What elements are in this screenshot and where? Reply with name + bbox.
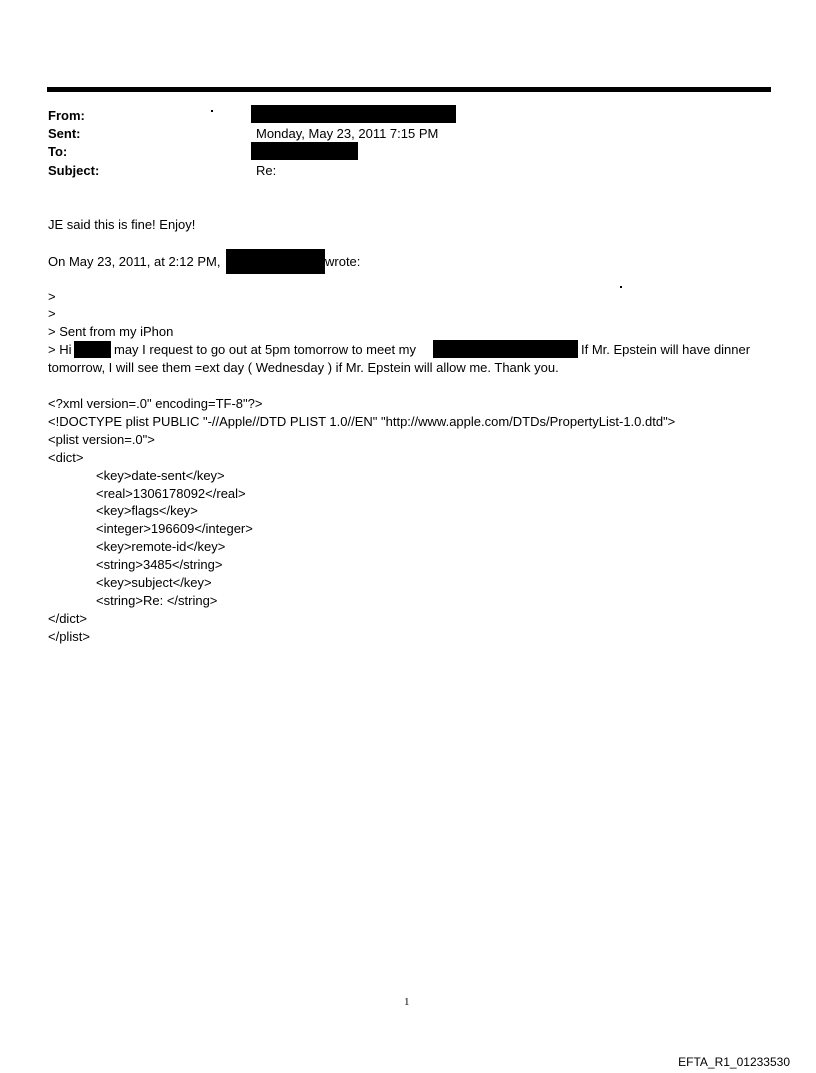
plist-entry: <key>flags</key> — [96, 503, 198, 518]
bates-number: EFTA_R1_01233530 — [678, 1055, 790, 1069]
request-part-1: > Hi — [48, 342, 72, 357]
plist-entry: <real>1306178092</real> — [96, 486, 246, 501]
request-part-2: may I request to go out at 5pm tomorrow to meet my — [114, 342, 417, 357]
plist-open: <plist version=.0"> — [48, 432, 155, 447]
plist-close: </plist> — [48, 629, 90, 644]
to-label: To: — [48, 144, 68, 159]
redacted-from-address — [251, 105, 456, 123]
from-label: From: — [48, 108, 85, 123]
quote-intro-after: wrote: — [325, 254, 361, 269]
subject-label: Subject: — [48, 163, 100, 178]
quote-marker: > — [48, 289, 56, 304]
plist-entry: <string>Re: </string> — [96, 593, 218, 608]
header-rule — [47, 87, 771, 92]
page-number: 1 — [404, 996, 410, 1008]
subject-value: Re: — [256, 163, 277, 178]
quote-intro-before: On May 23, 2011, at 2:12 PM, — [48, 254, 221, 269]
sent-from-line: > Sent from my iPhon — [48, 324, 174, 339]
quote-marker: > — [48, 306, 56, 321]
plist-entry: <string>3485</string> — [96, 557, 223, 572]
plist-entry: <key>subject</key> — [96, 575, 212, 590]
request-line-2: tomorrow, I will see them =ext day ( Wednesday ) if Mr. Epstein will allow me. Thank you. — [48, 360, 559, 375]
sent-value: Monday, May 23, 2011 7:15 PM — [256, 126, 439, 141]
xml-doctype: <!DOCTYPE plist PUBLIC "-//Apple//DTD PLIST 1.0//EN" "http://www.apple.com/DTDs/PropertyList-1.0.dtd"> — [48, 414, 676, 429]
request-part-3: If Mr. Epstein will have dinner — [581, 342, 751, 357]
stray-mark — [211, 110, 213, 112]
xml-declaration: <?xml version=.0" encoding=TF-8"?> — [48, 396, 263, 411]
plist-entry: <key>date-sent</key> — [96, 468, 225, 483]
plist-entry: <integer>196609</integer> — [96, 521, 253, 536]
dict-open: <dict> — [48, 450, 84, 465]
stray-mark — [620, 286, 622, 288]
reply-line: JE said this is fine! Enjoy! — [48, 217, 196, 232]
redacted-to-address — [251, 142, 358, 160]
plist-entry: <key>remote-id</key> — [96, 539, 226, 554]
redacted-name — [74, 341, 111, 358]
dict-close: </dict> — [48, 611, 88, 626]
redacted-contact — [433, 340, 578, 358]
sent-label: Sent: — [48, 126, 81, 141]
redacted-sender-name — [226, 249, 325, 274]
